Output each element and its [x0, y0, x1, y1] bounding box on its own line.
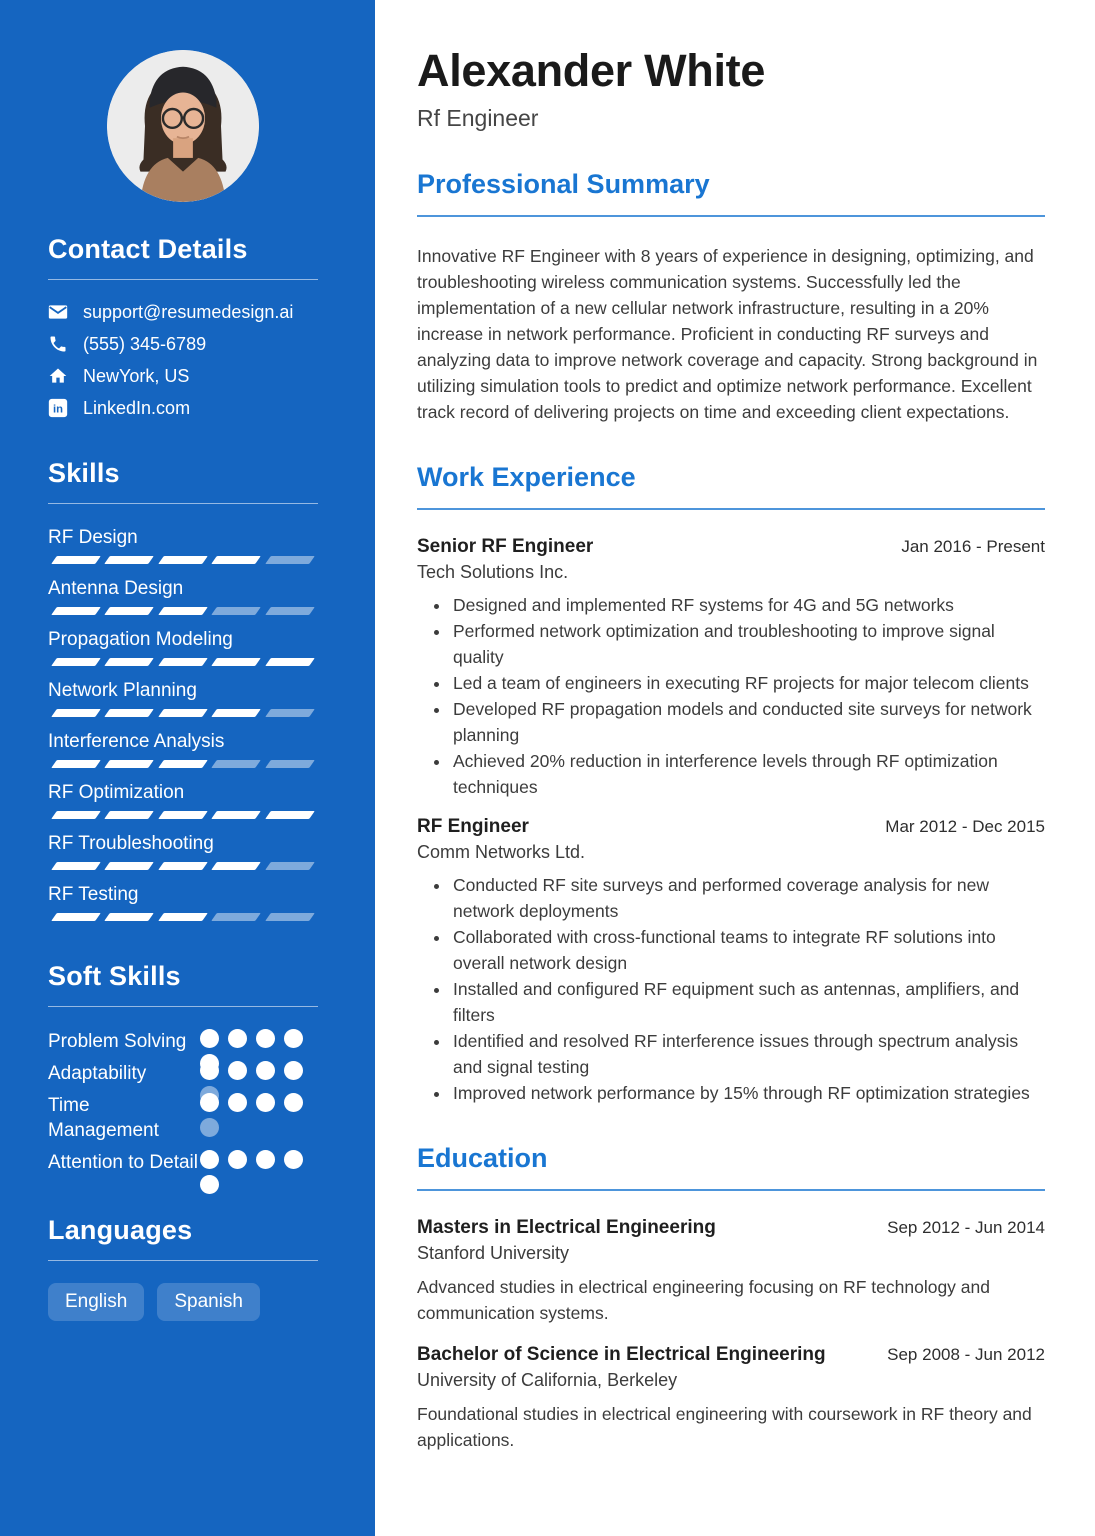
language-chip-list: [48, 1283, 318, 1321]
soft-skill-item: [48, 1150, 318, 1175]
job-bullet-list: [417, 872, 1045, 1106]
skill-item: [48, 628, 318, 666]
contact-item-linkedin[interactable]: [48, 398, 318, 418]
skill-bar-segment: [51, 709, 101, 717]
language-chip: English: [48, 1283, 144, 1321]
jobs-list: [417, 536, 1045, 1106]
skill-level-bar: [48, 811, 318, 819]
portrait-photo-icon: [107, 50, 259, 202]
education-dates: Sep 2008 - Jun 2012: [887, 1344, 1045, 1364]
soft-skill-dots: [200, 1061, 318, 1086]
languages-section: [48, 1215, 318, 1321]
soft-skill-item: [48, 1061, 318, 1086]
job-bullet: • Collaborated with cross-functional teams to integrate RF solutions into overall network design: [451, 924, 1045, 976]
skills-section: [48, 458, 318, 921]
school-name: Stanford University: [417, 1242, 570, 1263]
soft-skill-dot: [228, 1029, 247, 1048]
skill-bar-segment: [158, 862, 208, 870]
skill-bar-segment: [158, 709, 208, 717]
soft-skill-dot: [284, 1061, 303, 1080]
education-heading: Education: [417, 1143, 1045, 1191]
job-bullet: • Improved network performance by 15% through RF optimization strategies: [451, 1080, 1045, 1106]
skill-bar-segment: [105, 607, 155, 615]
skill-bar-segment: [158, 811, 208, 819]
skills-list: [48, 526, 318, 921]
education-entry: [417, 1217, 1045, 1326]
education-section: [417, 1143, 1045, 1453]
person-job-title: Rf Engineer: [417, 104, 539, 131]
soft-skill-item: [48, 1029, 318, 1054]
soft-skill-dot: [200, 1118, 219, 1137]
summary-section: [417, 169, 1045, 425]
skill-bar-segment: [211, 556, 261, 564]
skill-item: [48, 781, 318, 819]
soft-skills-list: [48, 1029, 318, 1175]
job-entry: [417, 536, 1045, 800]
skill-bar-segment: [158, 760, 208, 768]
skill-bar-segment: [51, 760, 101, 768]
skill-bar-segment: [265, 862, 315, 870]
skill-bar-segment: [211, 658, 261, 666]
job-bullet: • Achieved 20% reduction in interference levels through RF optimization techniques: [451, 748, 1045, 800]
job-bullet-list: [417, 592, 1045, 800]
skill-name: RF Optimization: [48, 782, 185, 803]
skill-bar-segment: [105, 658, 155, 666]
job-company: Tech Solutions Inc.: [417, 561, 569, 582]
skill-item: [48, 526, 318, 564]
skill-item: [48, 577, 318, 615]
contact-item-phone[interactable]: [48, 334, 318, 354]
skill-level-bar: [48, 556, 318, 564]
contact-item-text: LinkedIn.com: [83, 398, 191, 418]
skill-bar-segment: [265, 760, 315, 768]
job-title: RF Engineer: [417, 815, 529, 837]
svg-text:in: in: [53, 403, 63, 416]
skill-item: [48, 883, 318, 921]
soft-skill-name: Adaptability: [48, 1063, 147, 1084]
education-description: Advanced studies in electrical engineering focusing on RF technology and communication systems.: [417, 1276, 990, 1323]
skill-bar-segment: [51, 556, 101, 564]
skill-bar-segment: [158, 913, 208, 921]
skill-bar-segment: [211, 760, 261, 768]
education-description: Foundational studies in electrical engineering with coursework in RF theory and applications.: [417, 1403, 1032, 1450]
skill-bar-segment: [51, 913, 101, 921]
soft-skill-dot: [256, 1093, 275, 1112]
contact-item-text: (555) 345-6789: [83, 334, 207, 354]
phone-icon: [48, 334, 68, 354]
soft-skill-dot: [256, 1061, 275, 1080]
skill-level-bar: [48, 658, 318, 666]
skill-bar-segment: [51, 658, 101, 666]
contact-heading: Contact Details: [48, 234, 318, 280]
skill-name: Propagation Modeling: [48, 629, 233, 650]
skill-level-bar: [48, 913, 318, 921]
skill-bar-segment: [51, 862, 101, 870]
job-bullet: • Installed and configured RF equipment such as antennas, amplifiers, and filters: [451, 976, 1045, 1028]
skill-bar-segment: [105, 811, 155, 819]
skill-bar-segment: [105, 760, 155, 768]
skill-level-bar: [48, 862, 318, 870]
soft-skill-dots: [200, 1093, 318, 1118]
job-bullet: • Developed RF propagation models and conducted site surveys for network planning: [451, 696, 1045, 748]
skill-name: Antenna Design: [48, 578, 184, 599]
soft-skill-dots: [200, 1150, 318, 1175]
skill-bar-segment: [211, 709, 261, 717]
skill-bar-segment: [105, 913, 155, 921]
soft-skill-dot: [200, 1061, 219, 1080]
soft-skills-heading: Soft Skills: [48, 961, 318, 1007]
school-name: University of California, Berkeley: [417, 1369, 678, 1390]
soft-skill-dot: [256, 1029, 275, 1048]
sidebar: [0, 0, 375, 1536]
soft-skill-dot: [284, 1150, 303, 1169]
skill-bar-segment: [265, 811, 315, 819]
skill-bar-segment: [211, 862, 261, 870]
languages-heading: Languages: [48, 1215, 318, 1261]
soft-skill-name: Attention to Detail: [48, 1152, 198, 1173]
avatar: [107, 50, 259, 202]
soft-skill-dot: [256, 1150, 275, 1169]
contact-section: [48, 234, 318, 418]
skill-bar-segment: [211, 913, 261, 921]
soft-skill-dot: [200, 1093, 219, 1112]
language-chip: Spanish: [157, 1283, 260, 1321]
skill-level-bar: [48, 709, 318, 717]
skill-bar-segment: [211, 607, 261, 615]
skill-name: Network Planning: [48, 680, 197, 701]
job-title: Senior RF Engineer: [417, 535, 594, 557]
skills-heading: Skills: [48, 458, 318, 504]
experience-section: [417, 462, 1045, 1106]
job-header: [417, 816, 1045, 838]
degree-title: Bachelor of Science in Electrical Engineering: [417, 1343, 826, 1365]
email-icon: [48, 302, 68, 322]
soft-skills-section: [48, 961, 318, 1175]
soft-skill-dot: [228, 1061, 247, 1080]
skill-bar-segment: [105, 556, 155, 564]
soft-skill-dot: [228, 1093, 247, 1112]
soft-skill-dot: [284, 1029, 303, 1048]
skill-level-bar: [48, 607, 318, 615]
soft-skill-dot: [284, 1093, 303, 1112]
job-dates: Mar 2012 - Dec 2015: [885, 816, 1045, 836]
skill-item: [48, 679, 318, 717]
skill-name: RF Troubleshooting: [48, 833, 214, 854]
contact-item-email[interactable]: [48, 302, 318, 322]
skill-bar-segment: [51, 811, 101, 819]
education-entry: [417, 1344, 1045, 1453]
person-name: Alexander White: [417, 45, 766, 96]
home-icon: [48, 366, 68, 386]
soft-skill-dots: [200, 1029, 318, 1054]
soft-skill-dot: [200, 1175, 219, 1194]
degree-title: Masters in Electrical Engineering: [417, 1216, 716, 1238]
soft-skill-dot: [200, 1150, 219, 1169]
job-header: [417, 536, 1045, 558]
skill-item: [48, 730, 318, 768]
contact-item-text: support@resumedesign.ai: [83, 302, 294, 322]
soft-skill-name: Problem Solving: [48, 1031, 187, 1052]
job-company: Comm Networks Ltd.: [417, 841, 586, 862]
education-header: [417, 1344, 1045, 1366]
education-list: [417, 1217, 1045, 1453]
skill-bar-segment: [265, 658, 315, 666]
skill-bar-segment: [265, 913, 315, 921]
soft-skill-dot: [228, 1150, 247, 1169]
job-dates: Jan 2016 - Present: [901, 536, 1045, 556]
job-entry: [417, 816, 1045, 1106]
skill-bar-segment: [158, 556, 208, 564]
skill-bar-segment: [105, 862, 155, 870]
contact-item-text: NewYork, US: [83, 366, 190, 386]
skill-bar-segment: [211, 811, 261, 819]
summary-heading: Professional Summary: [417, 169, 1045, 217]
job-bullet: • Performed network optimization and troubleshooting to improve signal quality: [451, 618, 1045, 670]
job-bullet: • Led a team of engineers in executing RF projects for major telecom clients: [451, 670, 1045, 696]
job-bullet: • Designed and implemented RF systems for 4G and 5G networks: [451, 592, 1045, 618]
skill-bar-segment: [265, 607, 315, 615]
contact-list: [48, 302, 318, 418]
job-bullet: • Identified and resolved RF interference issues through spectrum analysis and signal testing: [451, 1028, 1045, 1080]
contact-item-home: [48, 366, 318, 386]
linkedin-icon: [48, 398, 68, 418]
skill-bar-segment: [158, 658, 208, 666]
skill-name: Interference Analysis: [48, 731, 225, 752]
summary-text: Innovative RF Engineer with 8 years of experience in designing, optimizing, and troubleshooting wireless communication systems. Successfully led the implementation of a new cellular network infrastructure, resulting in a 20% increase in network performance. Proficient in conducting RF surveys and analyzing data to improve network coverage and capacity. Strong background in utilizing simulation tools to predict and optimize network performance. Excellent track record of delivering projects on time and exceeding client expectations.: [417, 245, 1038, 422]
main-content: [375, 0, 1095, 1536]
soft-skill-name: Time Management: [48, 1095, 159, 1141]
skill-item: [48, 832, 318, 870]
skill-bar-segment: [265, 709, 315, 717]
skill-bar-segment: [265, 556, 315, 564]
experience-heading: Work Experience: [417, 462, 1045, 510]
job-bullet: • Conducted RF site surveys and performed coverage analysis for new network deployments: [451, 872, 1045, 924]
skill-name: RF Design: [48, 527, 138, 548]
soft-skill-item: [48, 1093, 318, 1143]
skill-level-bar: [48, 760, 318, 768]
skill-bar-segment: [158, 607, 208, 615]
education-dates: Sep 2012 - Jun 2014: [887, 1217, 1045, 1237]
skill-name: RF Testing: [48, 884, 139, 905]
education-header: [417, 1217, 1045, 1239]
soft-skill-dot: [200, 1029, 219, 1048]
skill-bar-segment: [105, 709, 155, 717]
skill-bar-segment: [51, 607, 101, 615]
